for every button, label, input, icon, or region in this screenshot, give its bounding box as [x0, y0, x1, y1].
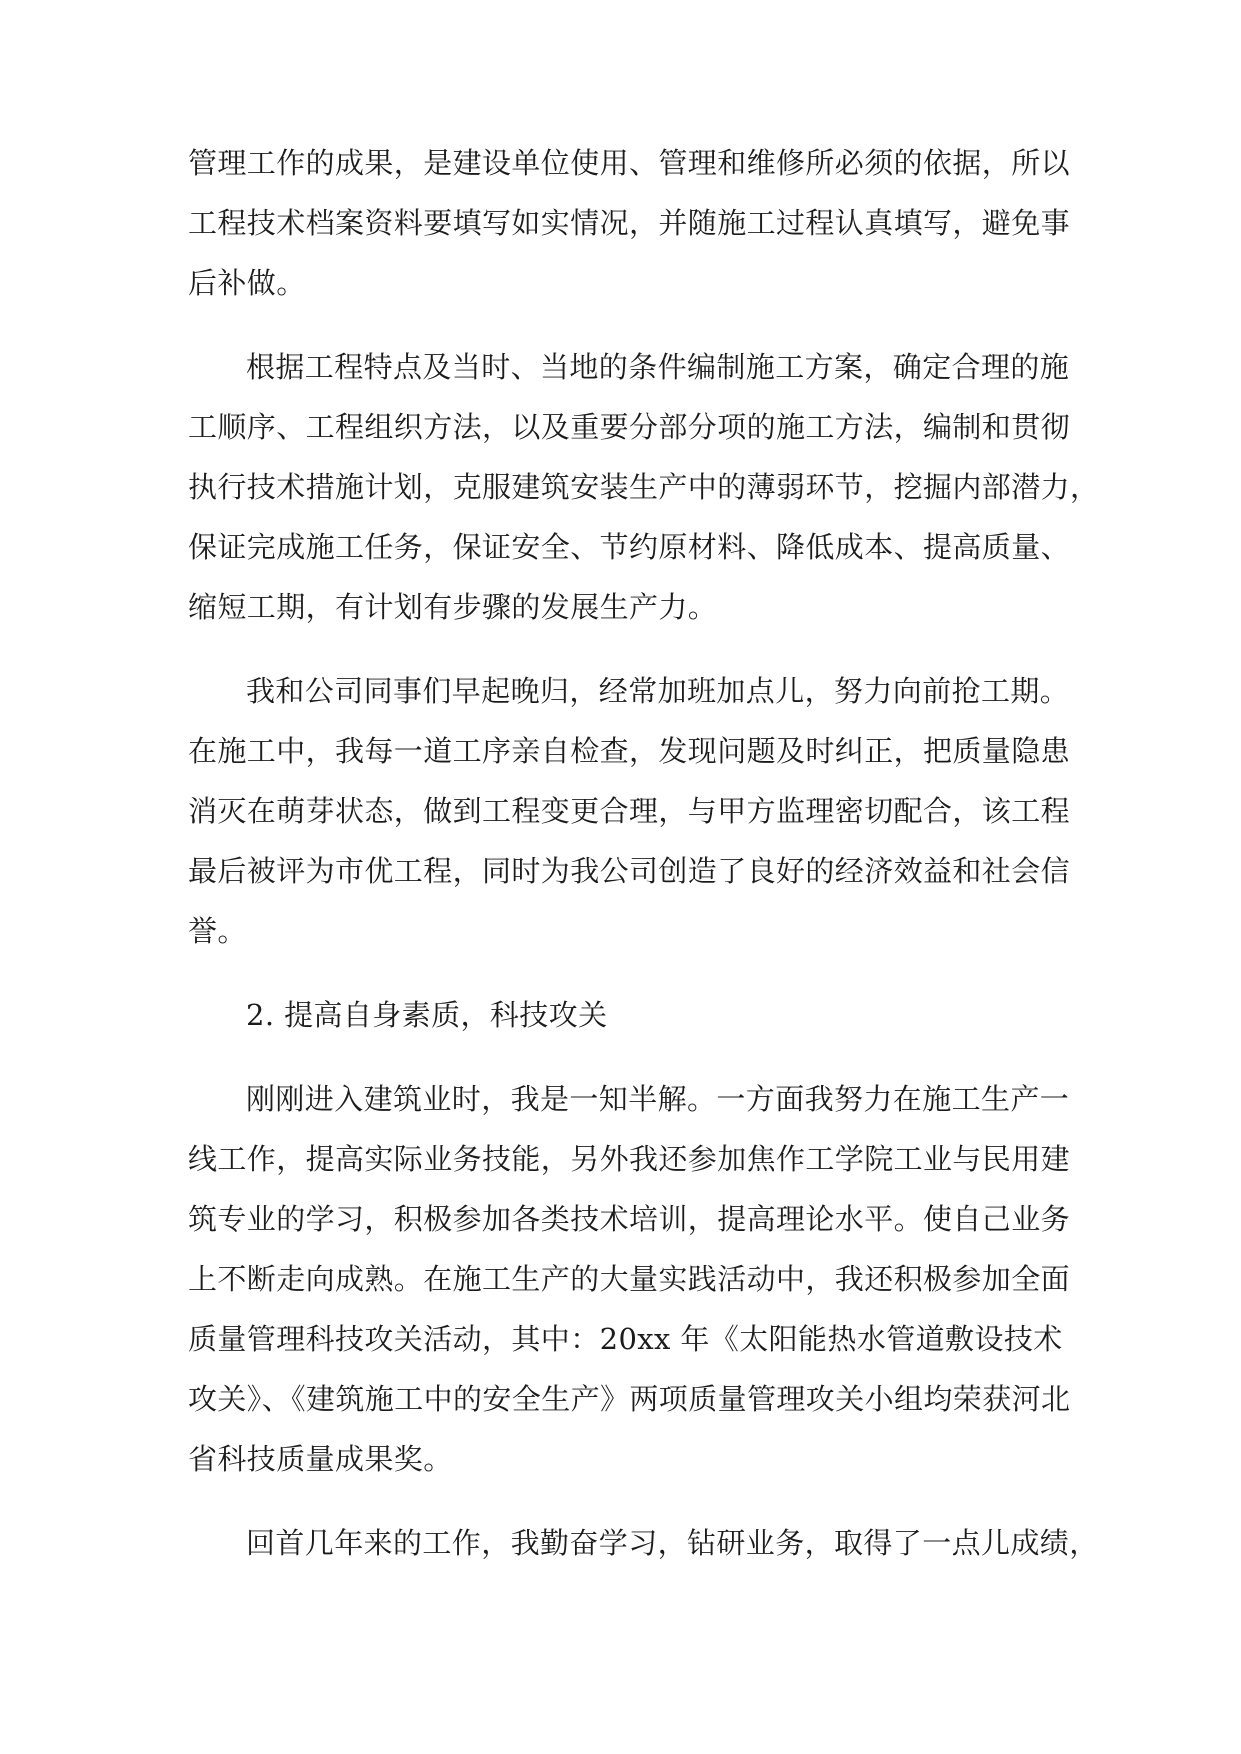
text-line: 刚刚进入建筑业时，我是一知半解。一方面我努力在施工生产一: [246, 1082, 1070, 1116]
text-line: 后补做。: [188, 266, 306, 300]
text-line: 缩短工期，有计划有步骤的发展生产力。: [188, 590, 718, 624]
text-line: 工顺序、工程组织方法，以及重要分部分项的施工方法，编制和贯彻: [188, 410, 1071, 444]
text-line: 上不断走向成熟。在施工生产的大量实践活动中，我还积极参加全面: [188, 1262, 1071, 1296]
text-line: 最后被评为市优工程，同时为我公司创造了良好的经济效益和社会信: [188, 854, 1071, 888]
text-line: 消灭在萌芽状态，做到工程变更合理，与甲方监理密切配合，该工程: [188, 794, 1071, 828]
text-line: 工程技术档案资料要填写如实情况，并随施工过程认真填写，避免事: [188, 206, 1071, 240]
text-line: 根据工程特点及当时、当地的条件编制施工方案，确定合理的施: [246, 350, 1070, 384]
section-heading: 2. 提高自身素质，科技攻关: [246, 998, 608, 1032]
text-line: 我和公司同事们早起晚归，经常加班加点儿，努力向前抢工期。: [246, 674, 1070, 708]
text-line: 线工作，提高实际业务技能，另外我还参加焦作工学院工业与民用建: [188, 1142, 1071, 1176]
text-line: 攻关》、《建筑施工中的安全生产》两项质量管理攻关小组均荣获河北: [188, 1382, 1071, 1416]
text-line: 省科技质量成果奖。: [188, 1442, 453, 1476]
text-line: 在施工中，我每一道工序亲自检查，发现问题及时纠正，把质量隐患: [188, 734, 1071, 768]
text-line: 管理工作的成果，是建设单位使用、管理和维修所必须的依据，所以: [188, 146, 1071, 180]
text-line: 回首几年来的工作，我勤奋学习，钻研业务，取得了一点儿成绩，: [246, 1526, 1099, 1560]
text-line: 执行技术措施计划，克服建筑安装生产中的薄弱环节，挖掘内部潜力，: [188, 470, 1100, 504]
text-line: 誉。: [188, 914, 247, 948]
text-line: 筑专业的学习，积极参加各类技术培训，提高理论水平。使自己业务: [188, 1202, 1071, 1236]
text-line: 保证完成施工任务，保证安全、节约原材料、降低成本、提高质量、: [188, 530, 1071, 564]
text-line: 质量管理科技攻关活动，其中：20xx 年《太阳能热水管道敷设技术: [188, 1322, 1063, 1356]
